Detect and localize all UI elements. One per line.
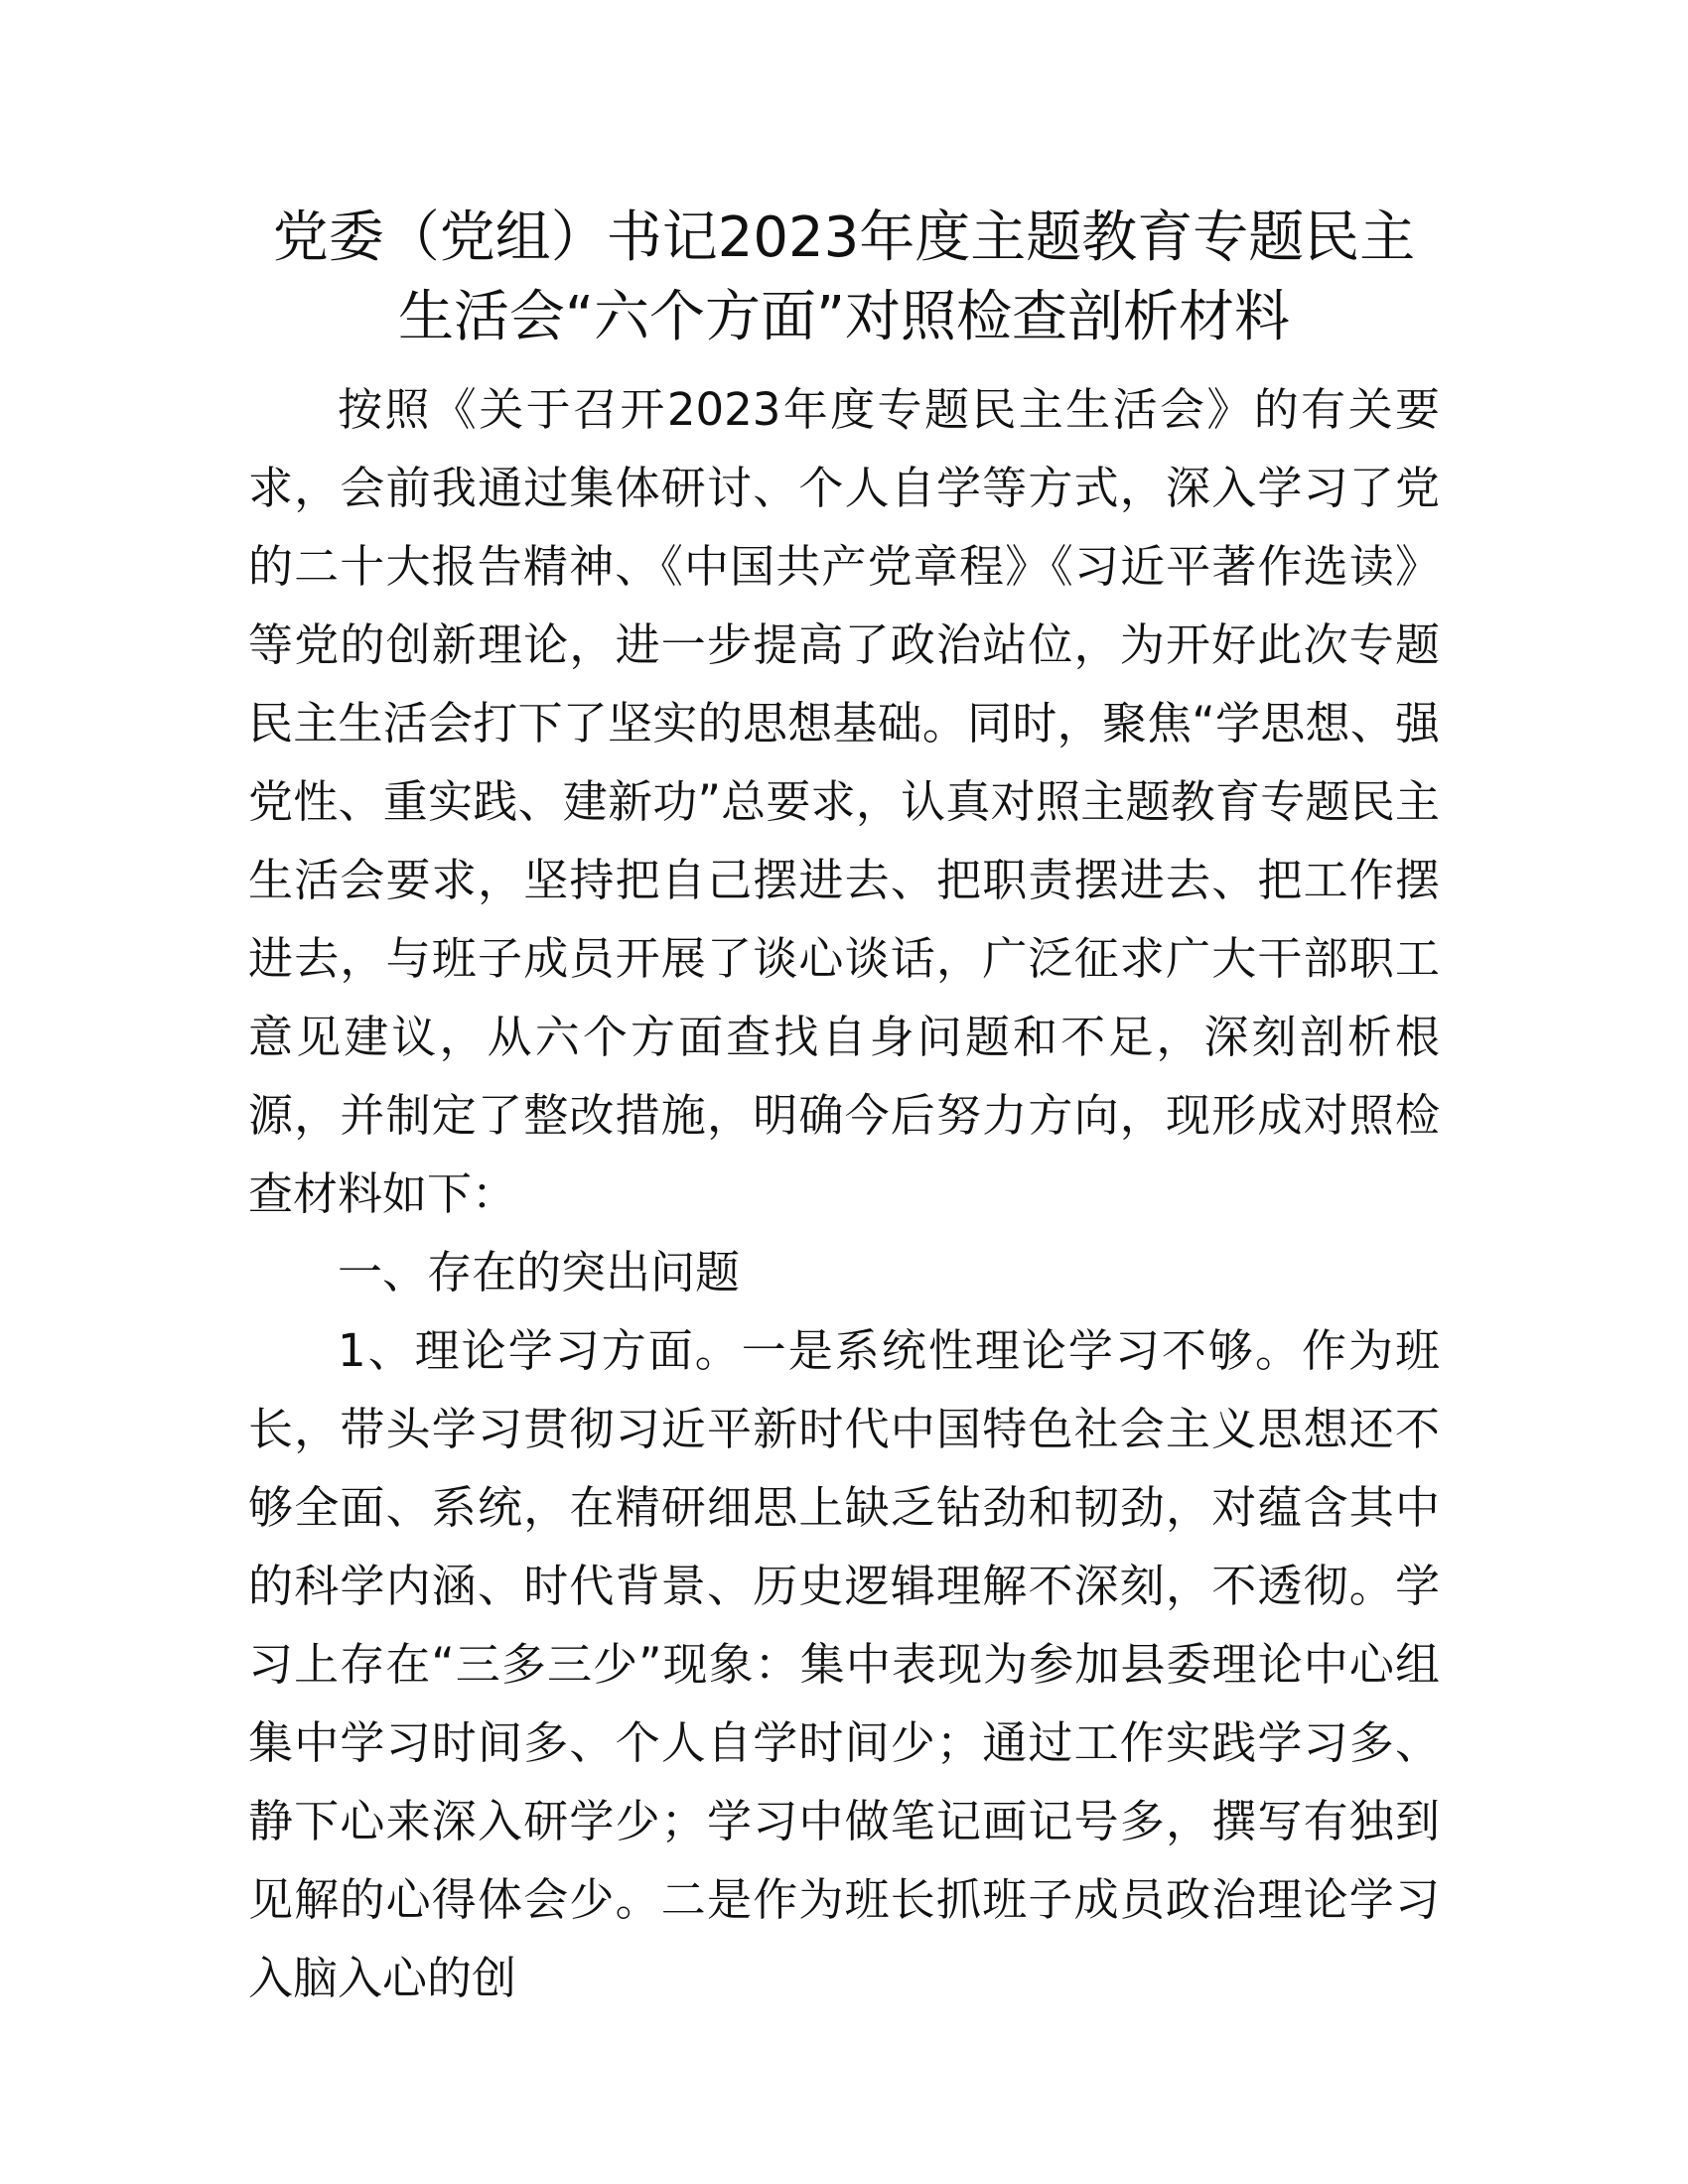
title-line-2: 生活会“六个方面”对照检查剖析材料 <box>397 285 1291 349</box>
section-heading: 一、存在的突出问题 <box>338 1246 741 1298</box>
intro-paragraph: 按照《关于召开2023年度专题民主生活会》的有关要求，会前我通过集体研讨、个人自学等方式，深入学习了党的二十大报告精神、《中国共产党章程》《习近平著作选读》等党的创新理论，进一步提高了政治站位，为开好此次专题民主生活会打下了坚实的思想基础。同时，聚焦“学思想、强党性、重实践、建新功”总要求，认真对照主题教育专题民主生活会要求，坚持把自己摆进去、把职责摆进去、把工作摆进去，与班子成员开展了谈心谈话，广泛征求广大干部职工意见建议，从六个方面查找自身问题和不足，深刻剖析根源，并制定了整改措施，明确今后努力方向，现形成对照检查材料如下： <box>248 383 1440 1220</box>
document-title <box>238 199 1450 357</box>
theory-study-paragraph: 1、理论学习方面。一是系统性理论学习不够。作为班长，带头学习贯彻习近平新时代中国特色社会主义思想还不够全面、系统，在精研细思上缺乏钻劲和韧劲，对蕴含其中的科学内涵、时代背景、历史逻辑理解不深刻，不透彻。学习上存在“三多三少”现象：集中表现为参加县委理论中心组集中学习时间多、个人自学时间少；通过工作实践学习多、静下心来深入研学少；学习中做笔记画记号多，撰写有独到见解的心得体会少。二是作为班长抓班子成员政治理论学习入脑入心的创 <box>248 1324 1440 2004</box>
title-line-1: 党委（党组）书记2023年度主题教育专题民主 <box>272 205 1416 270</box>
document-body <box>248 370 1440 2017</box>
